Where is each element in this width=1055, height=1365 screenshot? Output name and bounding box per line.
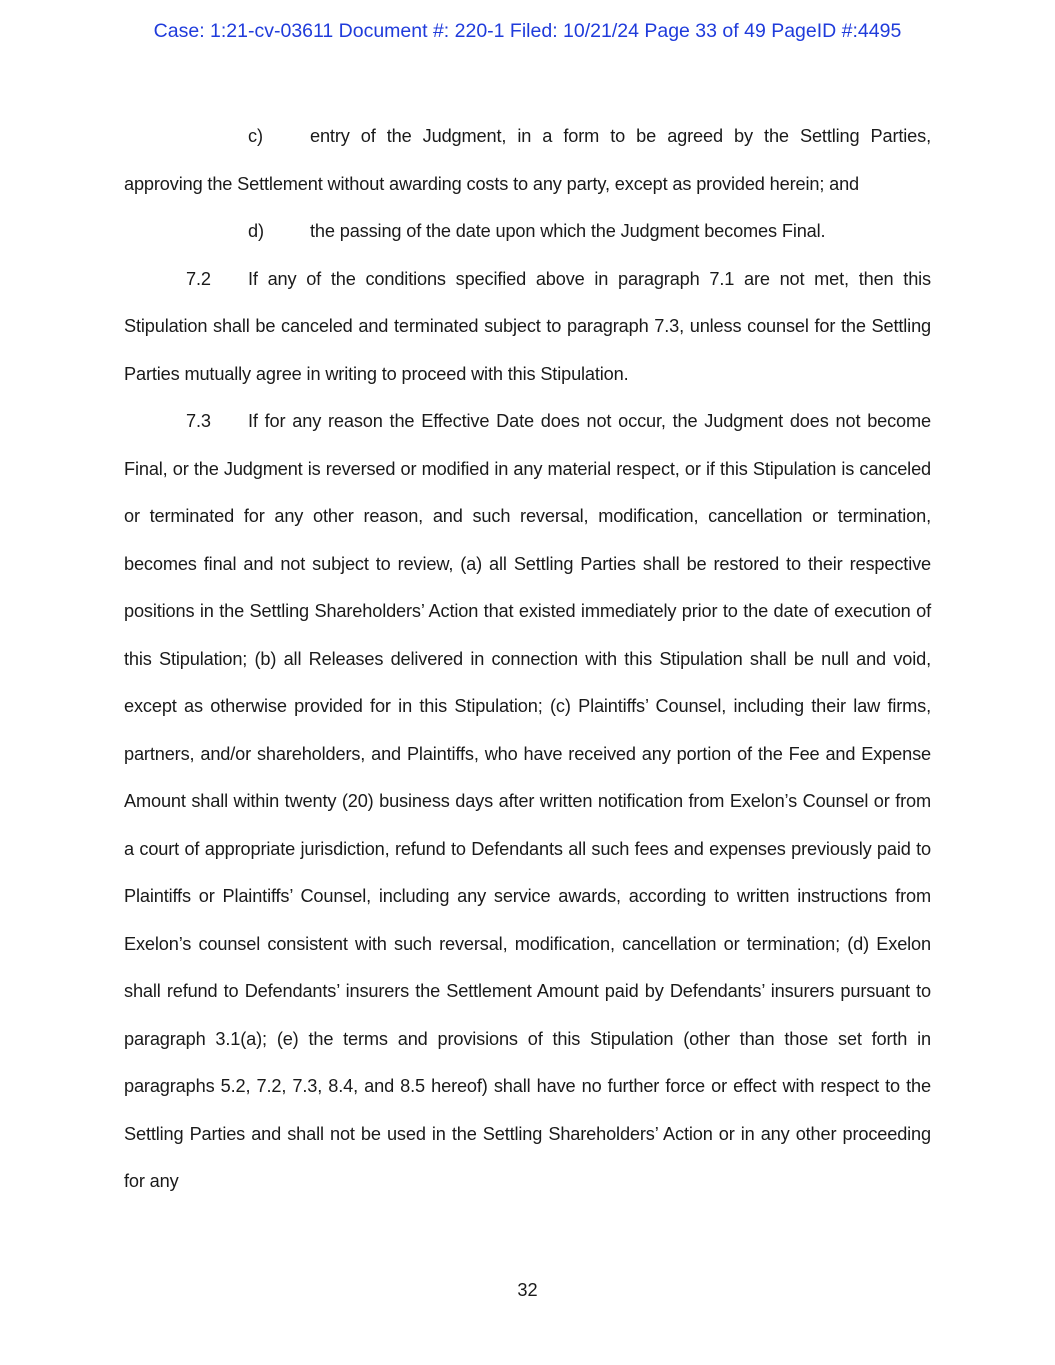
item-d-label: d): [248, 221, 264, 241]
item-c: [124, 113, 931, 208]
page-number: 32: [517, 1280, 538, 1300]
section-7-3-text: If for any reason the Effective Date does not occur, the Judgment does not become Final, or the Judgment is reversed or modified in any material respect, or if this Stipulation is canceled or terminated for any other reason, and such reversal, modification, cancellation or termination, becomes final and not subject to review, (a) all Settling Parties shall be restored to their respective positions in the Settling Shareholders’ Action that existed immediately prior to the date of execution of this Stipulation; (b) all Releases delivered in connection with this Stipulation shall be null and void, except as otherwise provided for in this Stipulation; (c) Plaintiffs’ Counsel, including their law firms, partners, and/or shareholders, and Plaintiffs, who have received any portion of the Fee and Expense Amount shall within twenty (20) business days after written notification from Exelon’s Counsel or from a court of appropriate jurisdiction, refund to Defendants all such fees and expenses previously paid to Plaintiffs or Plaintiffs’ Counsel, including any service awards, according to written instructions from Exelon’s counsel consistent with such reversal, modification, cancellation or termination; (d) Exelon shall refund to Defendants’ insurers the Settlement Amount paid by Defendants’ insurers pursuant to paragraph 3.1(a); (e) the terms and provisions of this Stipulation (other than those set forth in paragraphs 5.2, 7.2, 7.3, 8.4, and 8.5 hereof) shall have no further force or effect with respect to the Settling Parties and shall not be used in the Settling Shareholders’ Action or in any other proceeding for any: [124, 411, 931, 1191]
item-d-text: the passing of the date upon which the Judgment becomes Final.: [310, 221, 826, 241]
section-7-2-text: If any of the conditions specified above in paragraph 7.1 are not met, then this Stipulation shall be canceled and terminated subject to paragraph 7.3, unless counsel for the Settling Parties mutually agree in writing to proceed with this Stipulation.: [124, 268, 931, 384]
item-d: [124, 208, 931, 256]
item-c-label: c): [248, 126, 263, 146]
item-c-continuation: approving the Settlement without awarding costs to any party, except as provided herein; and: [124, 173, 860, 194]
case-header: Case: 1:21-cv-03611 Document #: 220-1 Filed: 10/21/24 Page 33 of 49 PageID #:4495: [153, 20, 902, 42]
section-7-3: [124, 398, 931, 1206]
item-c-text: entry of the Judgment, in a form to be agreed by the Settling Parties,: [310, 126, 931, 146]
section-7-2-number: 7.2: [186, 268, 211, 289]
item-c-first-line: [124, 113, 931, 161]
section-7-3-number: 7.3: [186, 411, 211, 431]
section-7-2: [124, 256, 931, 399]
document-body: [124, 113, 931, 1206]
